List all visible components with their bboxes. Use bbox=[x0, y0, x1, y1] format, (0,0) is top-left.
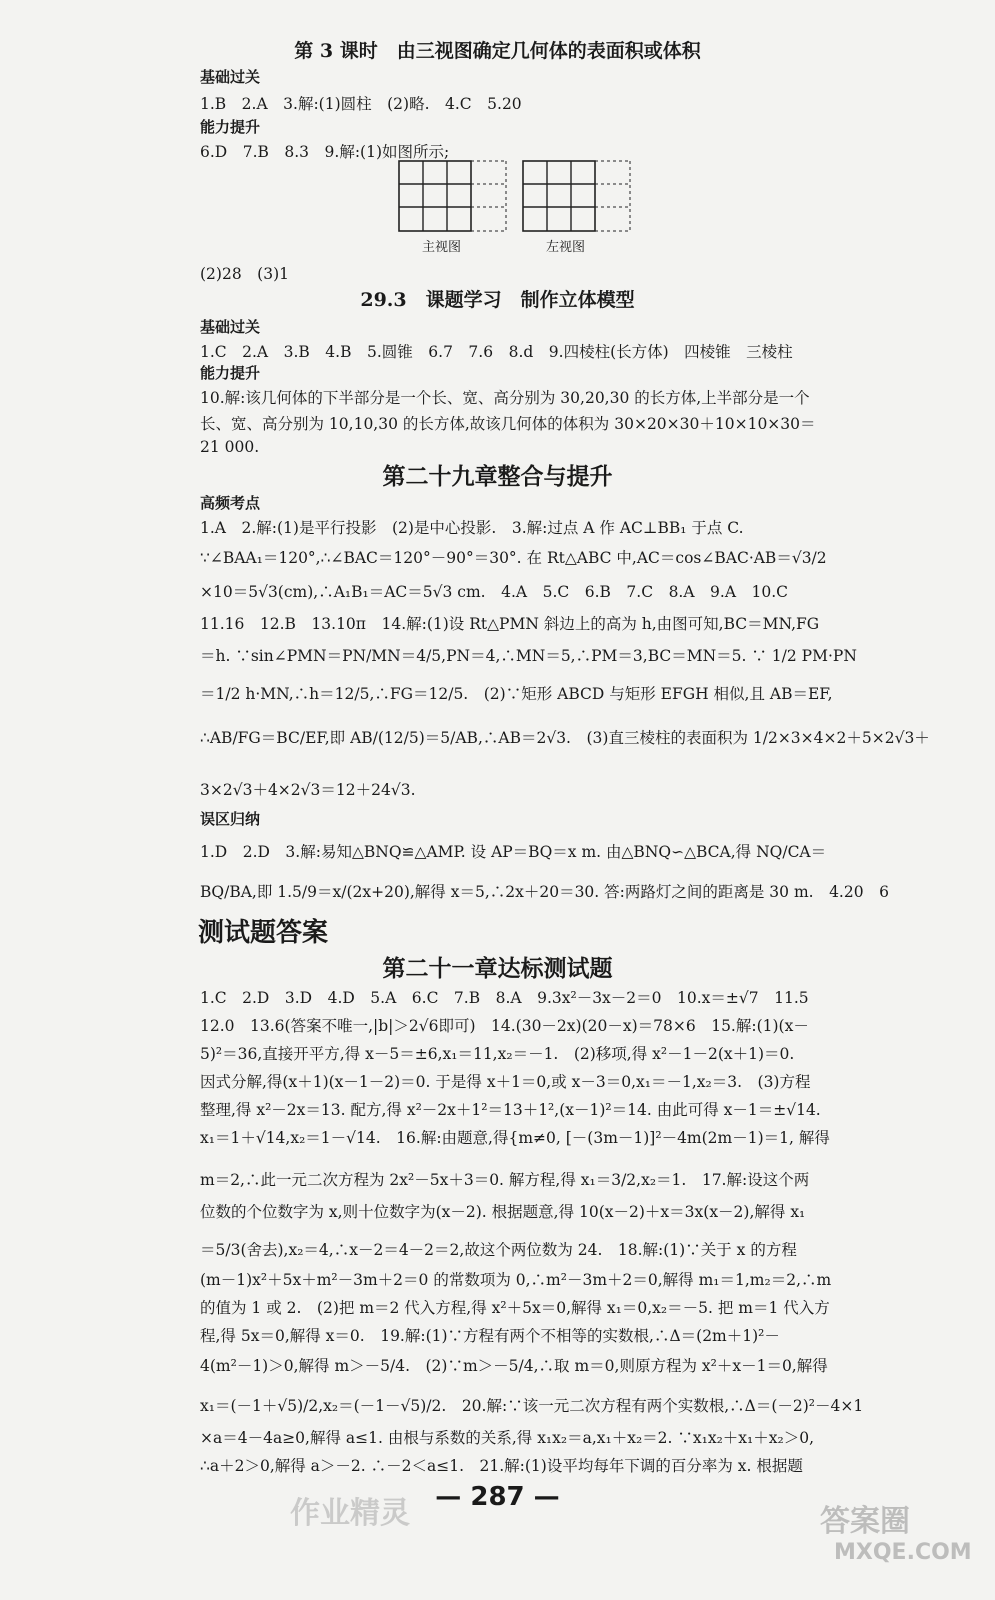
answer-line: (m－1)x²＋5x＋m²－3m＋2＝0 的常数项为 0,∴m²－3m＋2＝0,解得 m₁＝1,m₂＝2,∴m bbox=[200, 1271, 832, 1289]
section-label-frequent: 高频考点 bbox=[200, 494, 261, 512]
section-label-advance: 能力提升 bbox=[200, 364, 261, 382]
section-label-mistakes: 误区归纳 bbox=[200, 810, 261, 828]
answer-line: 4(m²－1)＞0,解得 m＞－5/4. (2)∵m＞－5/4,∴取 m＝0,则原方程为 x²＋x－1＝0,解得 bbox=[200, 1357, 828, 1375]
answer-line: x₁＝1＋√14,x₂＝1－√14. 16.解:由题意,得{m≠0, [－(3m－1)]²－4m(2m－1)＝1, 解得 bbox=[200, 1129, 830, 1147]
answer-line: 6.D 7.B 8.3 9.解:(1)如图所示; bbox=[200, 143, 450, 161]
answer-line: 因式分解,得(x＋1)(x－1－2)＝0. 于是得 x＋1＝0,或 x－3＝0,x₁＝－1,x₂＝3. (3)方程 bbox=[200, 1073, 811, 1091]
answer-line: ∵∠BAA₁＝120°,∴∠BAC＝120°－90°＝30°. 在 Rt△ABC 中,AC＝cos∠BAC·AB＝√3/2 bbox=[200, 549, 827, 567]
answer-line: 长、宽、高分别为 10,10,30 的长方体,故该几何体的体积为 30×20×30＋10×10×30＝ bbox=[200, 415, 816, 433]
chapter-test-title: 第二十一章达标测试题 bbox=[382, 955, 613, 982]
section-label-basic: 基础过关 bbox=[200, 68, 261, 86]
answer-line: ∴AB/FG＝BC/EF,即 AB/(12/5)＝5/AB,∴AB＝2√3. (3)直三棱柱的表面积为 1/2×3×4×2＋5×2√3＋ bbox=[200, 729, 930, 747]
answer-line: 程,得 5x＝0,解得 x＝0. 19.解:(1)∵方程有两个不相等的实数根,∴Δ＝(2m＋1)²－ bbox=[200, 1327, 780, 1345]
chapter-summary-title: 第二十九章整合与提升 bbox=[382, 463, 613, 490]
answer-line: 1.B 2.A 3.解:(1)圆柱 (2)略. 4.C 5.20 bbox=[200, 95, 522, 113]
answer-line: ＝5/3(舍去),x₂＝4,∴x－2＝4－2＝2,故这个两位数为 24. 18.解:(1)∵关于 x 的方程 bbox=[200, 1241, 797, 1259]
left-view-caption: 左视图 bbox=[546, 240, 586, 255]
answer-line: 1.C 2.A 3.B 4.B 5.圆锥 6.7 7.6 8.d 9.四棱柱(长方体) 四棱锥 三棱柱 bbox=[200, 343, 793, 361]
answer-line: 5)²＝36,直接开平方,得 x－5＝±6,x₁＝11,x₂＝－1. (2)移项,得 x²－1－2(x＋1)＝0. bbox=[200, 1045, 795, 1063]
answer-line: 12.0 13.6(答案不唯一,|b|＞2√6即可) 14.(30－2x)(20－x)＝78×6 15.解:(1)(x－ bbox=[200, 1017, 809, 1035]
watermark-site: MXQE.COM bbox=[834, 1540, 972, 1565]
answer-line: BQ/BA,即 1.5/9＝x/(2x+20),解得 x＝5,∴2x＋20＝30. 答:两路灯之间的距离是 30 m. 4.20 6 bbox=[200, 883, 889, 901]
answer-line: ∴a＋2＞0,解得 a＞－2. ∴－2＜a≤1. 21.解:(1)设平均每年下调的百分率为 x. 根据题 bbox=[200, 1457, 803, 1475]
answer-line: ×a＝4－4a≥0,解得 a≤1. 由根与系数的关系,得 x₁x₂＝a,x₁＋x₂＝2. ∵x₁x₂＋x₁＋x₂＞0, bbox=[200, 1429, 815, 1447]
answer-line: 1.C 2.D 3.D 4.D 5.A 6.C 7.B 8.A 9.3x²－3x－2＝0 10.x＝±√7 11.5 bbox=[200, 989, 809, 1007]
answer-line: 3×2√3＋4×2√3＝12＋24√3. bbox=[200, 781, 416, 799]
left-view-grid-icon bbox=[522, 160, 632, 232]
answer-line: ＝1/2 h·MN,∴h＝12/5,∴FG＝12/5. (2)∵矩形 ABCD 与矩形 EFGH 相似,且 AB＝EF, bbox=[200, 685, 833, 703]
lesson-title: 第 3 课时 由三视图确定几何体的表面积或体积 bbox=[294, 40, 701, 62]
left-view-figure bbox=[522, 160, 632, 236]
answer-line: 1.D 2.D 3.解:易知△BNQ≌△AMP. 设 AP＝BQ＝x m. 由△BNQ∽△BCA,得 NQ/CA＝ bbox=[200, 843, 827, 861]
section-label-basic: 基础过关 bbox=[200, 318, 261, 336]
answer-line: 11.16 12.B 13.10π 14.解:(1)设 Rt△PMN 斜边上的高为 h,由图可知,BC＝MN,FG bbox=[200, 615, 820, 633]
watermark-logo: 答案圈 bbox=[820, 1504, 910, 1539]
answer-line: x₁＝(－1＋√5)/2,x₂＝(－1－√5)/2. 20.解:∵该一元二次方程有两个实数根,∴Δ＝(－2)²－4×1 bbox=[200, 1397, 864, 1415]
watermark-text: 作业精灵 bbox=[290, 1496, 410, 1531]
front-view-grid-icon bbox=[398, 160, 508, 232]
answer-line: m＝2,∴此一元二次方程为 2x²－5x＋3＝0. 解方程,得 x₁＝3/2,x₂＝1. 17.解:设这个两 bbox=[200, 1171, 810, 1189]
answer-line: 整理,得 x²－2x＝13. 配方,得 x²－2x＋1²＝13＋1²,(x－1)²＝14. 由此可得 x－1＝±√14. bbox=[200, 1101, 821, 1119]
answer-line: 的值为 1 或 2. (2)把 m＝2 代入方程,得 x²＋5x＝0,解得 x₁＝0,x₂＝－5. 把 m＝1 代入方 bbox=[200, 1299, 830, 1317]
front-view-caption: 主视图 bbox=[422, 240, 462, 255]
answer-line: ＝h. ∵sin∠PMN＝PN/MN＝4/5,PN＝4,∴MN＝5,∴PM＝3,BC＝MN＝5. ∵ 1/2 PM·PN bbox=[200, 647, 857, 665]
answer-line: 1.A 2.解:(1)是平行投影 (2)是中心投影. 3.解:过点 A 作 AC⊥BB₁ 于点 C. bbox=[200, 519, 744, 537]
page-number: — 287 — bbox=[435, 1482, 560, 1512]
answer-line: 10.解:该几何体的下半部分是一个长、宽、高分别为 30,20,30 的长方体,上半部分是一个 bbox=[200, 389, 810, 407]
answer-line: 位数的个位数字为 x,则十位数字为(x－2). 根据题意,得 10(x－2)＋x＝3x(x－2),解得 x₁ bbox=[200, 1203, 806, 1221]
test-answers-heading: 测试题答案 bbox=[198, 918, 329, 948]
section-title-29-3: 29.3 课题学习 制作立体模型 bbox=[360, 289, 635, 311]
answer-line: ×10＝5√3(cm),∴A₁B₁＝AC＝5√3 cm. 4.A 5.C 6.B 7.C 8.A 9.A 10.C bbox=[200, 583, 789, 601]
front-view-figure bbox=[398, 160, 508, 236]
answer-line: 21 000. bbox=[200, 438, 260, 456]
section-label-advance: 能力提升 bbox=[200, 118, 261, 136]
answer-line: (2)28 (3)1 bbox=[200, 265, 289, 283]
